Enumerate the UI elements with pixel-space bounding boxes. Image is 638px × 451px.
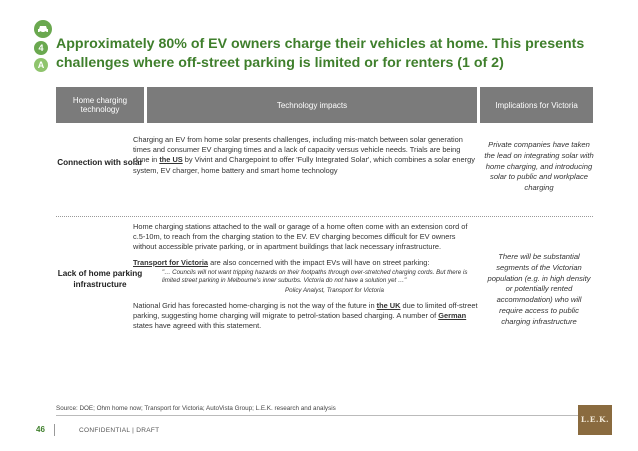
page-title: Approximately 80% of EV owners charge their vehicles at home. This presents challenges where off-street parking is limited or for renters (1 of 2)	[56, 36, 585, 71]
header-implications: Implications for Victoria	[480, 87, 593, 123]
row-implication-parking: There will be substantial segments of the Victorian population (e.g. in high density or potentially rented accommodation) who will require access to public charging infrastructure	[487, 252, 591, 326]
stakeholder-quote: "… Councils will not want tripping hazards on their footpaths through over-stretched charging cords. But there is limited street parking in Melbourne's inner suburbs. Victoria do not have a solution yet …"	[162, 268, 468, 285]
confidential-label: CONFIDENTIAL | DRAFT	[79, 427, 160, 434]
section-letter-badge: A	[34, 58, 48, 72]
row-impact-parking: Home charging stations attached to the wall or garage of a home often come with an extension cord of c.5-10m, to reach from the charging station to the EV. EV charging becomes difficult for EV owners without accessible private parking, or in apartment buildings that lack necessary infrastructure. Transport for Victoria are also concerned with the impact EVs will have on street parking: "… Councils will not want tripping hazards on their footpaths through over-stretched charging cords. But there is limited street parking in Melbourne's inner suburbs. Victoria do not have a solution yet …" Policy Analyst, Transport for Victoria National Grid has forecasted home-charging is not the way of the future in the UK due to limited off-street parking, suggesting home charging will migrate to petrol-station based charging. A number of German states have agreed with this statement.	[133, 222, 478, 331]
row-divider	[56, 216, 593, 217]
link-german[interactable]: German	[438, 311, 467, 321]
footer-separator	[54, 424, 55, 436]
link-transport-for-victoria[interactable]: Transport for Victoria	[133, 257, 209, 267]
row-label-parking: Lack of home parking infrastructure	[57, 269, 143, 289]
page-number: 46	[36, 425, 45, 434]
row-implication-solar: Private companies have taken the lead on integrating solar with home charging, and introducing solar to public and workplace charging	[484, 140, 594, 193]
section-number-badge: 4	[34, 41, 48, 55]
quote-source: Policy Analyst, Transport for Victoria	[285, 286, 384, 294]
footer-divider	[56, 415, 604, 416]
lek-logo: L.E.K.	[578, 405, 612, 435]
link-the-us[interactable]: the US	[159, 155, 183, 165]
row-impact-solar: Charging an EV from home solar presents challenges, including mis-match between solar generation times and consumer EV charging times and a lack of capacity versus vehicle needs. Trials are being done in the US by Vivint and Chargepoint to offer 'Fully Integrated Solar', which combines a solar energy system, EV charger, home battery and smart home technology	[133, 135, 475, 175]
row-label-solar: Connection with solar	[57, 158, 143, 167]
header-technology: Home charging technology	[56, 87, 144, 123]
link-the-uk[interactable]: the UK	[376, 301, 401, 311]
source-note: Source: DOE; Ohm home now; Transport for Victoria; AutoVista Group; L.E.K. research and analysis	[56, 405, 336, 412]
ev-car-icon	[34, 20, 52, 38]
header-impacts: Technology impacts	[147, 87, 477, 123]
